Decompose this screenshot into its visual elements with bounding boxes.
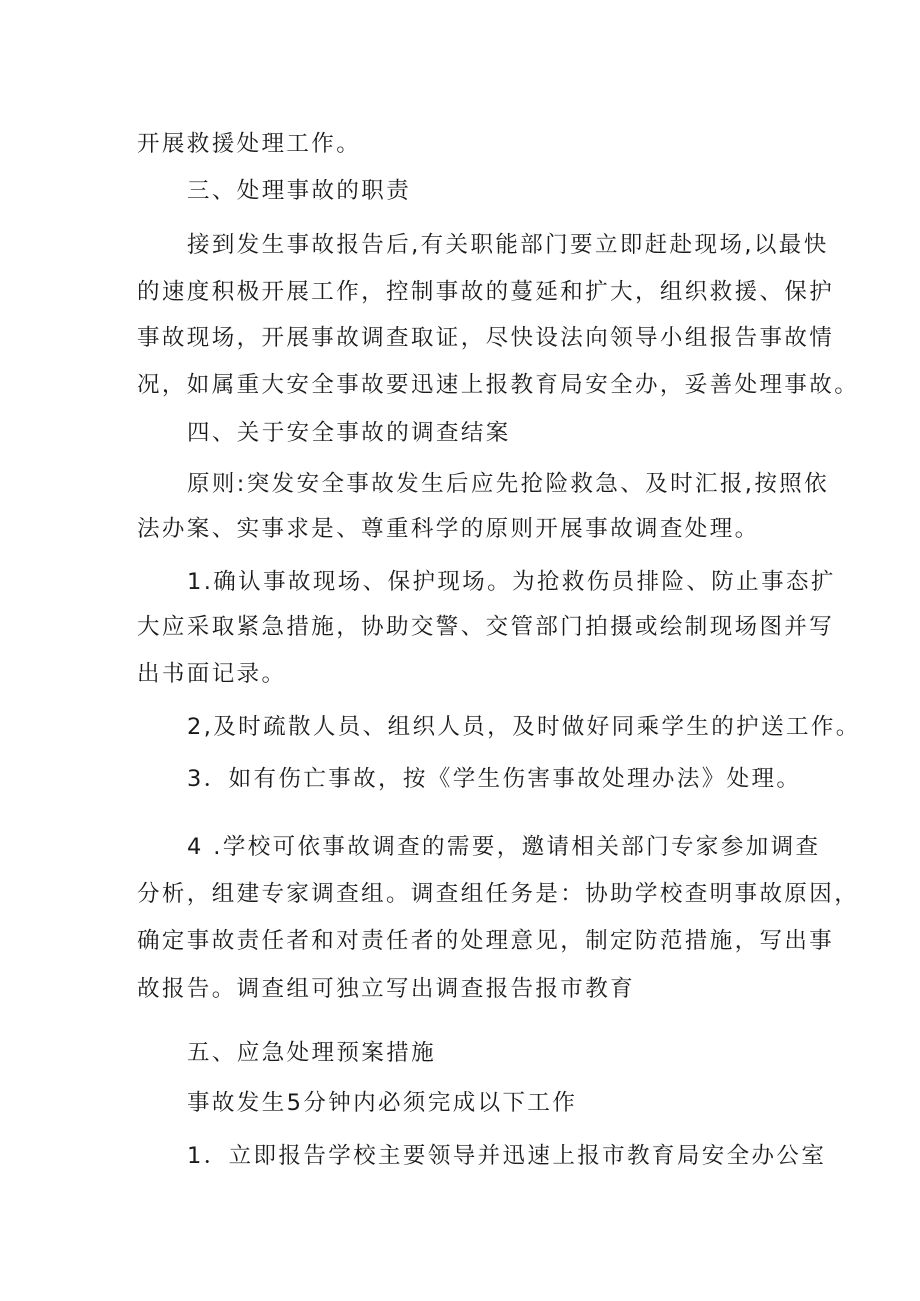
text-line-8: 原则:突发安全事故发生后应先抢险救急、及时汇报,按照依 <box>187 471 830 497</box>
text-line-21: 1．立即报告学校主要领导并迅速上报市教育局安全办公室 <box>187 1143 827 1169</box>
text-line-6: 况，如属重大安全事故要迅速上报教育局安全办，妥善处理事故。 <box>137 372 860 398</box>
text-line-11: 大应采取紧急措施，协助交警、交管部门拍摄或绘制现场图并写 <box>137 614 835 640</box>
text-line-5: 事故现场，开展事故调查取证，尽快设法向领导小组报告事故情 <box>137 325 835 351</box>
text-line-13: 2,及时疏散人员、组织人员，及时做好同乘学生的护送工作。 <box>187 714 861 740</box>
text-line-9: 法办案、实事求是、尊重科学的原则开展事故调查处理。 <box>137 516 760 542</box>
text-line-3: 接到发生事故报告后,有关职能部门要立即赶赴现场,以最快 <box>187 232 829 258</box>
text-line-18: 故报告。调查组可独立写出调查报告报市教育 <box>137 976 636 1002</box>
text-line-4: 的速度积极开展工作，控制事故的蔓延和扩大，组织救援、保护 <box>137 279 835 305</box>
text-line-12: 出书面记录。 <box>137 661 287 687</box>
text-line-15: 4 .学校可依事故调查的需要，邀请相关部门专家参加调查 <box>187 834 821 860</box>
text-line-17: 确定事故责任者和对责任者的处理意见，制定防范措施，写出事 <box>137 928 835 954</box>
text-line-14: 3．如有伤亡事故，按《学生伤害事故处理办法》处理。 <box>187 766 802 792</box>
text-line-1: 开展救援处理工作。 <box>137 131 362 157</box>
section-heading-5: 五、应急处理预案措施 <box>187 1040 437 1066</box>
text-line-20: 事故发生5分钟内必须完成以下工作 <box>187 1090 578 1116</box>
section-heading-4: 四、关于安全事故的调查结案 <box>187 420 511 446</box>
text-line-16: 分析，组建专家调查组。调查组任务是：协助学校查明事故原因， <box>137 881 860 907</box>
text-line-10: 1.确认事故现场、保护现场。为抢救伤员排险、防止事态扩 <box>187 569 836 595</box>
section-heading-3: 三、处理事故的职责 <box>187 178 412 204</box>
